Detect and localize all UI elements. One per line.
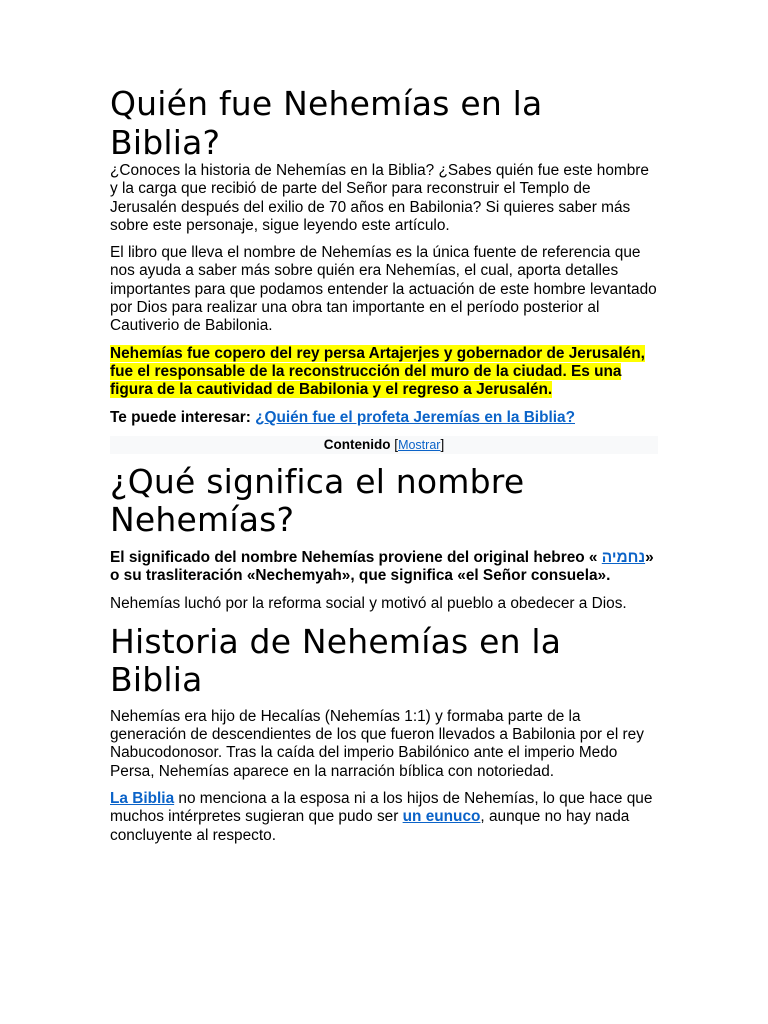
- intro-paragraph-1: ¿Conoces la historia de Nehemías en la Biblia? ¿Sabes quién fue este hombre y la carga que recibió de parte del Señor para reconstruir el Templo de Jerusalén después del exilio de 70 años en Babilonia? Si quieres saber más sobre este personaje, sigue leyendo este artículo.: [110, 162, 649, 234]
- toc-toggle-link[interactable]: Mostrar: [398, 437, 441, 452]
- meaning-text-before: El significado del nombre Nehemías proviene del original hebreo «: [110, 548, 602, 566]
- toc-bracket-open: [: [394, 436, 399, 452]
- hebrew-link[interactable]: נחמיה: [601, 548, 646, 566]
- section-heading-history: Historia de Nehemías en la Biblia: [110, 621, 562, 699]
- article-content: [110, 84, 658, 845]
- section-heading-meaning: ¿Qué significa el nombre Nehemías?: [110, 461, 525, 539]
- history-paragraph-2: [110, 790, 658, 845]
- history-text-mid: no menciona a la esposa ni a los hijos de Nehemías, lo que hace que muchos intérpretes sugieran que pudo ser: [110, 789, 653, 826]
- intro-paragraph-2: El libro que lleva el nombre de Nehemías es la única fuente de referencia que nos ayuda a saber más sobre quién era Nehemías, el cual, aporta detalles importantes para que podamos entender la actuación de este hombre levantado por Dios para realizar una obra tan importante en el período posterior al Cautiverio de Babilonia.: [110, 244, 657, 335]
- toc-label: Contenido: [323, 436, 391, 452]
- highlight-paragraph: [110, 345, 658, 400]
- bible-link[interactable]: La Biblia: [110, 789, 175, 807]
- related-label: Te puede interesar:: [110, 408, 251, 426]
- table-of-contents: [110, 436, 658, 454]
- history-text-end: , aunque no hay nada concluyente al respecto.: [110, 808, 630, 844]
- related-link[interactable]: ¿Quién fue el profeta Jeremías en la Biblia?: [255, 408, 575, 426]
- meaning-paragraph-1: [110, 549, 658, 586]
- history-paragraph-1: Nehemías era hijo de Hecalías (Nehemías 1:1) y formaba parte de la generación de descendientes de los que fueron llevados a Babilonia por el rey Nabucodonosor. Tras la caída del imperio Babilónico ante el imperio Medo Persa, Nehemías aparece en la narración bíblica con notoriedad.: [110, 707, 644, 780]
- page-title: Quién fue Nehemías en la Biblia?: [110, 84, 543, 162]
- meaning-text-after: » o su trasliteración «Nechemyah», que significa «el Señor consuela».: [110, 548, 654, 585]
- eunuch-link[interactable]: un eunuco: [402, 808, 481, 826]
- meaning-paragraph-2: Nehemías luchó por la reforma social y motivó al pueblo a obedecer a Dios.: [110, 595, 627, 613]
- highlighted-text: Nehemías fue copero del rey persa Artajerjes y gobernador de Jerusalén, fue el responsable de la reconstrucción del muro de la ciudad. Es una figura de la cautividad de Babilonia y el regreso a Jerusalén.: [110, 344, 645, 399]
- related-line: [110, 409, 658, 427]
- toc-bracket-close: ]: [440, 436, 445, 452]
